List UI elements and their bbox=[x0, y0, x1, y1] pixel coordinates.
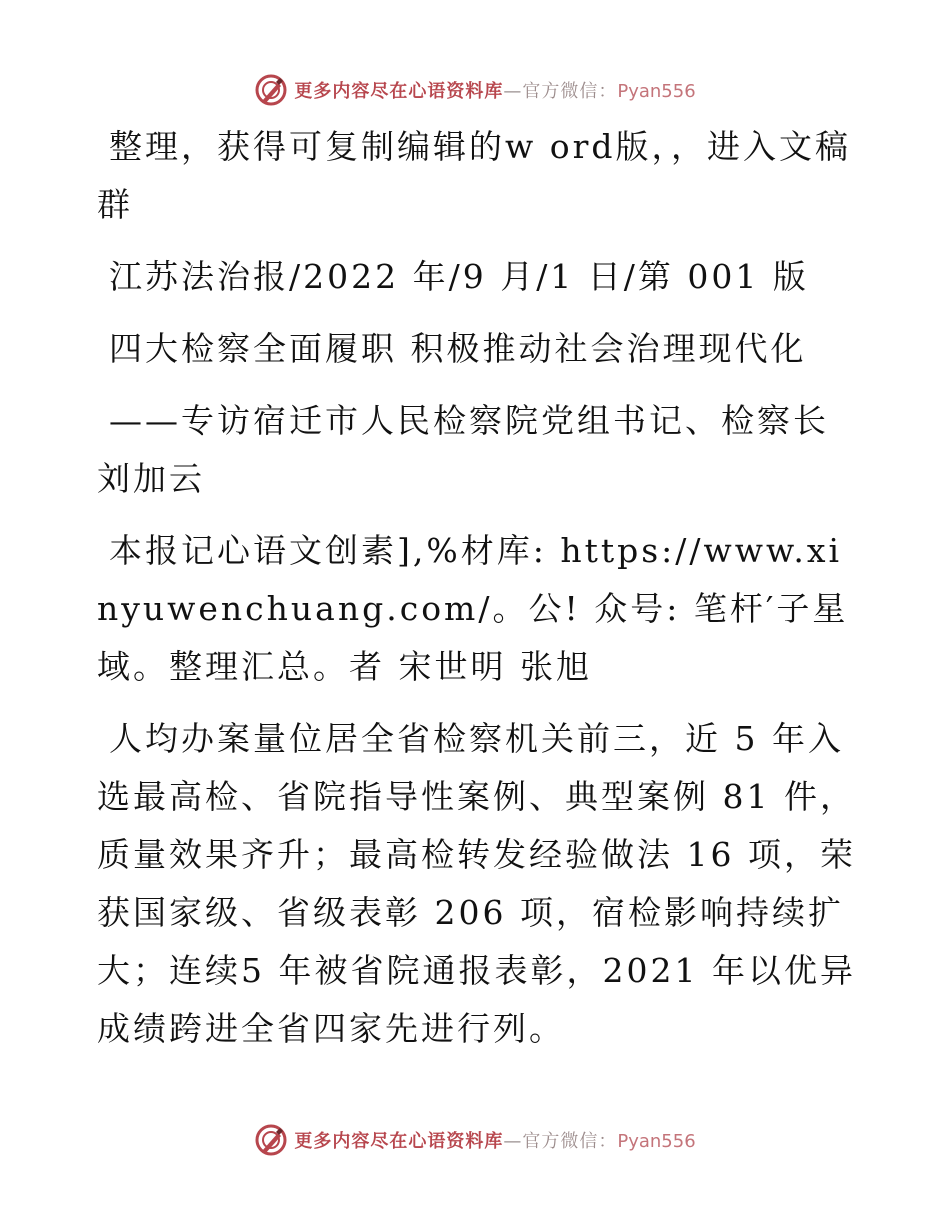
watermark-official-label: 官方微信： bbox=[522, 1131, 618, 1152]
watermark-text bbox=[294, 77, 695, 103]
watermark-site-text: 更多内容尽在心语资料库 bbox=[294, 1131, 504, 1152]
footer-watermark bbox=[0, 1122, 950, 1158]
watermark-text bbox=[294, 1127, 695, 1153]
article-subheadline: ——专访宿迁市人民检察院党组书记、检察长刘加云 bbox=[97, 401, 829, 498]
body-paragraph: 人均办案量位居全省检察机关前三，近 5 年入选最高检、省院指导性案例、典型案例 81 件，质量效果齐升；最高检转发经验做法 16 项，荣获国家级、省级表彰 206 项，宿检影响持续扩大；连续5 年被省院通报表彰，2021 年以优异成绩跨进全省四家先进行列。 bbox=[97, 719, 856, 1048]
document-body bbox=[97, 118, 857, 1072]
byline-paragraph: 本报记心语文创素],%材库: https://www.xinyuwenchuang.com/。公! 众号: 笔杆′子星域。整理汇总。者 宋世明 张旭 bbox=[97, 531, 849, 686]
intro-paragraph: 整理，获得可复制编辑的w ord版，，进入文稿群 bbox=[97, 127, 852, 224]
article-headline: 四大检察全面履职 积极推动社会治理现代化 bbox=[109, 329, 807, 368]
watermark-separator: — bbox=[503, 81, 523, 102]
watermark-wechat-id: Pyan556 bbox=[617, 81, 696, 102]
watermark-separator: — bbox=[503, 1131, 523, 1152]
watermark-site-text: 更多内容尽在心语资料库 bbox=[294, 81, 504, 102]
watermark-official-label: 官方微信： bbox=[522, 81, 618, 102]
pen-logo-icon bbox=[254, 73, 288, 107]
watermark-wechat-id: Pyan556 bbox=[617, 1131, 696, 1152]
pen-logo-icon bbox=[254, 1123, 288, 1157]
source-line: 江苏法治报/2022 年/9 月/1 日/第 001 版 bbox=[109, 257, 809, 296]
header-watermark bbox=[0, 72, 950, 108]
